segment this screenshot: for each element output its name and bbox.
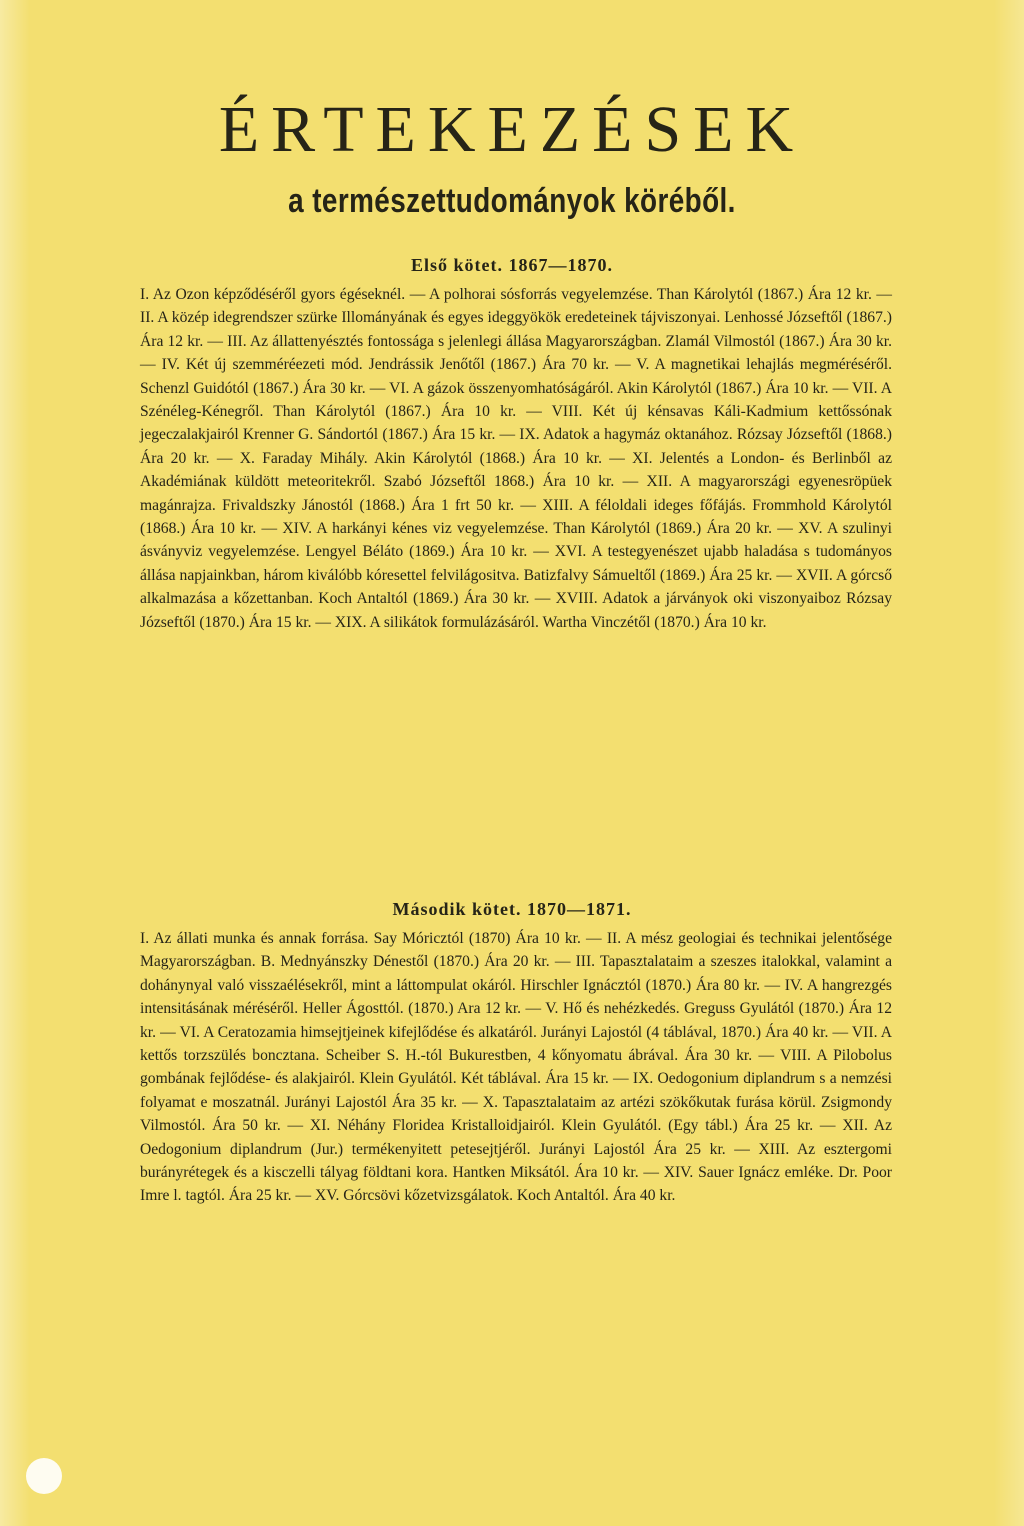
page-subtitle: a természettudományok köréből. <box>288 182 736 220</box>
volume-2-contents: I. Az állati munka és annak forrása. Say Móricztól (1870) Ára 10 kr. — II. A mész geologiai és technikai jelentősége Magyarországban. B. Mednyánszky Dénestől (1870.) Ára 20 kr. — III. Tapasztalataim a szeszes italokkal, valamint a dohánynyal való visszaélésekről, mint a láttompulat okáról. Hirschler Ignácztól (1870.) Ára 80 kr. — IV. A hangrezgés intensitásának méréséről. Heller Ágosttól. (1870.) Ara 12 kr. — V. Hő és nehézkedés. Greguss Gyulától (1870.) Ára 12 kr. — VI. A Ceratozamia himsejtjeinek kifejlődése és alkatáról. Jurányi Lajostól (4 táblával, 1870.) Ára 40 kr. — VII. A kettős torzszülés boncztana. Scheiber S. H.-tól Bukurestben, 4 kőnyomatu ábrával. Ára 30 kr. — VIII. A Pilobolus gombának fejlődése- és alakjairól. Klein Gyulától. Két táblával. Ára 15 kr. — IX. Oedogonium diplandrum s a nemzési folyamat e moszatnál. Jurányi Lajostól Ára 35 kr. — X. Tapasztalataim az artézi szökőkutak furása körül. Zsigmondy Vilmostól. Ára 50 kr. — XI. Néhány Floridea Kristalloidjairól. Klein Gyulától. (Egy tábl.) Ára 25 kr. — XII. Az Oedogonium diplandrum (Jur.) termékenyitett petesejtjéről. Jurányi Lajostól Ára 25 kr. — XIII. Az esztergomi burányrétegek és a kisczelli tályag földtani kora. Hantken Miksától. Ára 10 kr. — XIV. Sauer Ignácz emléke. Dr. Poor Imre l. tagtól. Ára 25 kr. — XV. Górcsövi kőzetvizsgálatok. Koch Antaltól. Ára 40 kr. <box>140 930 892 1205</box>
punch-hole-mark <box>26 1458 62 1494</box>
page-edge-right <box>994 0 1024 1526</box>
volume-2-heading: Második kötet. 1870—1871. <box>392 899 632 919</box>
page-edge-left <box>0 0 30 1526</box>
volume-1-heading: Első kötet. 1867—1870. <box>411 255 613 275</box>
volume-1-contents: I. Az Ozon képződéséről gyors égéseknél. — A polhorai sósforrás vegyelemzése. Than Károlytól (1867.) Ára 12 kr. — II. A közép idegrendszer szürke Illományának és egyes ideggyökök eredeteinek tájviszonyai. Lenhossé Józseftől (1867.) Ára 12 kr. — III. Az állattenyésztés fontossága s jelenlegi állása Magyarországban. Zlamál Vilmostól (1867.) Ára 30 kr. — IV. Két új szemméréezeti mód. Jendrássik Jenőtől (1867.) Ára 70 kr. — V. A magnetikai lehajlás megméréséről. Schenzl Guidótól (1867.) Ára 30 kr. — VI. A gázok összenyomhatóságáról. Akin Károlytól (1867.) Ára 10 kr. — VII. A Szénéleg-Kénegről. Than Károlytól (1867.) Ára 10 kr. — VIII. Két új kénsavas Káli-Kadmium kettőssónak jegeczalakjairól Krenner G. Sándortól (1867.) Ára 15 kr. — IX. Adatok a hagymáz oktanához. Rózsay Józseftől (1868.) Ára 20 kr. — X. Faraday Mihály. Akin Károlytól (1868.) Ára 10 kr. — XI. Jelentés a London- és Berlinből az Akadémiának küldött meteoritekről. Szabó Józseftől 1868.) Ára 10 kr. — XII. A magyarországi egyenesröpüek magánrajza. Frivaldszky Jánostól (1868.) Ára 1 frt 50 kr. — XIII. A féloldali ideges főfájás. Frommhold Károlytól (1868.) Ára 10 kr. — XIV. A harkányi kénes viz vegyelemzése. Than Károlytól (1869.) Ára 20 kr. — XV. A szulinyi ásványviz vegyelemzése. Lengyel Béláto (1869.) Ára 10 kr. — XVI. A testegyenészet ujabb haladása s tudományos állása napjainkban, három kiválóbb kóresettel felvilágositva. Batizfalvy Sámueltől (1869.) Ára 25 kr. — XVII. A górcső alkalmazása a kőzettanban. Koch Antaltól (1869.) Ára 30 kr. — XVIII. Adatok a járványok oki viszonyaiboz Rózsay Józseftől (1870.) Ára 15 kr. — XIX. A silikátok formulázásáról. Wartha Vinczétől (1870.) Ára 10 kr. <box>140 286 892 631</box>
page-title: ÉRTEKEZÉSEK <box>218 93 806 166</box>
